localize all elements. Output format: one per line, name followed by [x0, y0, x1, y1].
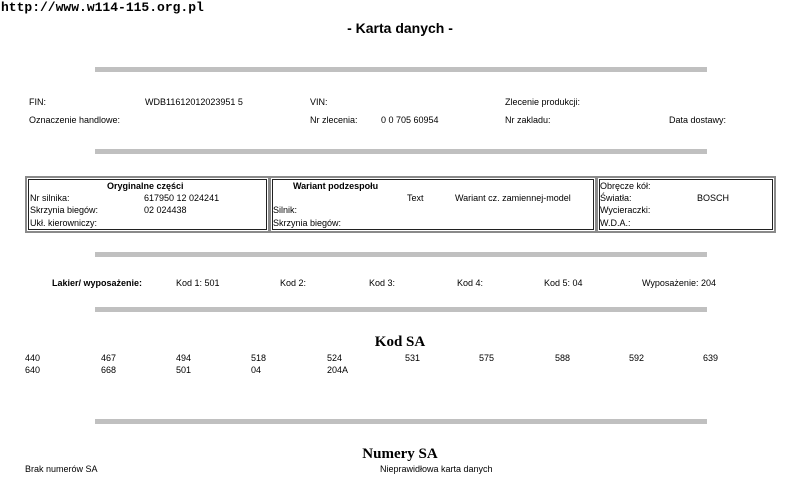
- kod-sa-code: 518: [251, 353, 267, 363]
- kod-sa-code: 640: [25, 365, 41, 375]
- obrecze-label: Obręcze kół:: [600, 181, 651, 191]
- wariant-model-label: Wariant cz. zamiennej-model: [455, 193, 571, 203]
- divider: [95, 307, 707, 312]
- skrzynia-label: Skrzynia biegów:: [30, 205, 99, 215]
- vin-label: VIN:: [310, 97, 328, 107]
- kod-sa-code: 588: [555, 353, 571, 363]
- kod-sa-code: 501: [176, 365, 192, 375]
- kod2: Kod 2:: [280, 278, 307, 288]
- wariant-box: [269, 176, 597, 233]
- kod-sa-code: 04: [251, 365, 262, 375]
- equipment-box: [596, 176, 776, 233]
- divider: [95, 149, 707, 154]
- zlecenie-produkcji-label: Zlecenie produkcji:: [505, 97, 581, 107]
- divider: [95, 419, 707, 424]
- skrzynia-biegow-label: Skrzynia biegów:: [273, 218, 342, 228]
- wycieraczki-label: Wycieraczki:: [600, 205, 651, 215]
- original-parts-title: Oryginalne części: [107, 181, 184, 191]
- wda-label: W.D.A.:: [600, 218, 631, 228]
- divider: [95, 252, 707, 257]
- kod-sa-code: 531: [405, 353, 421, 363]
- kod-sa-code: 494: [176, 353, 192, 363]
- divider: [95, 67, 707, 72]
- text-label: Text: [407, 193, 424, 203]
- kod3: Kod 3:: [369, 278, 396, 288]
- nr-silnika-value: 617950 12 024241: [144, 193, 220, 203]
- data-dostawy-label: Data dostawy:: [669, 115, 727, 125]
- fin-value: WDB11612012023951 5: [145, 97, 243, 107]
- kod-sa-code: 575: [479, 353, 495, 363]
- wariant-title: Wariant podzespołu: [293, 181, 379, 191]
- wyposazenie: Wyposażenie: 204: [642, 278, 716, 288]
- nr-silnika-label: Nr silnika:: [30, 193, 70, 203]
- kod-sa-heading: Kod SA: [374, 334, 426, 350]
- numery-sa-heading: Numery SA: [362, 446, 438, 462]
- kod-sa-code: 639: [703, 353, 719, 363]
- kod4: Kod 4:: [457, 278, 484, 288]
- nr-zlecenia-value: 0 0 705 60954: [381, 115, 439, 125]
- brak-numerow-text: Brak numerów SA: [25, 464, 98, 474]
- nr-zakladu-label: Nr zakladu:: [505, 115, 551, 125]
- skrzynia-value: 02 024438: [144, 205, 187, 215]
- fin-label: FIN:: [29, 97, 46, 107]
- ukl-kierowniczy-label: Ukł. kierowniczy:: [30, 218, 98, 228]
- lakier-label: Lakier/ wyposażenie:: [52, 278, 143, 288]
- kod1: Kod 1: 501: [176, 278, 220, 288]
- swiatla-value: BOSCH: [697, 193, 730, 203]
- kod-sa-code: 592: [629, 353, 645, 363]
- kod5: Kod 5: 04: [544, 278, 583, 288]
- kod-sa-code: 440: [25, 353, 41, 363]
- kod-sa-code: 467: [101, 353, 117, 363]
- site-url: http://www.w114-115.org.pl: [1, 0, 204, 15]
- oznaczenie-handlowe-label: Oznaczenie handlowe:: [29, 115, 121, 125]
- original-parts-box: [25, 176, 270, 233]
- kod-sa-code: 524: [327, 353, 343, 363]
- nr-zlecenia-label: Nr zlecenia:: [310, 115, 358, 125]
- nieprawidlowa-karta-text: Nieprawidłowa karta danych: [380, 464, 493, 474]
- page-title: - Karta danych -: [347, 20, 453, 36]
- kod-sa-code: 668: [101, 365, 117, 375]
- kod-sa-code: 204A: [327, 365, 349, 375]
- silnik-label: Silnik:: [273, 205, 298, 215]
- swiatla-label: Światła:: [600, 193, 632, 203]
